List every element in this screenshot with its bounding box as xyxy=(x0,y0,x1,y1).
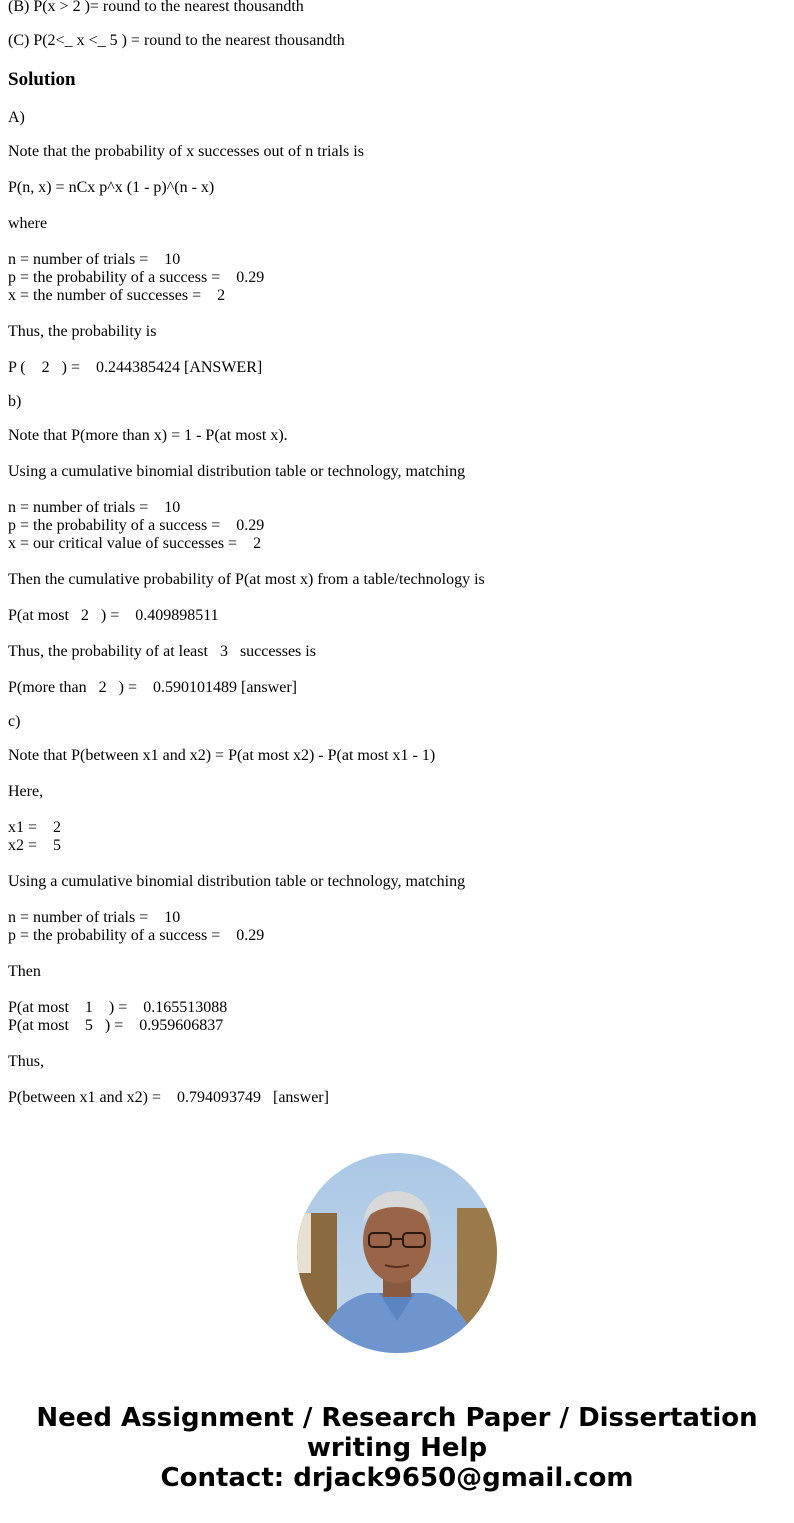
part-b-p: p = the probability of a success = 0.29 xyxy=(8,517,265,534)
part-a-result: P ( 2 ) = 0.244385424 [ANSWER] xyxy=(8,359,263,376)
banner-line-1: Need Assignment / Research Paper / Dissertation xyxy=(36,1403,758,1433)
person-photo-icon xyxy=(297,1153,497,1353)
part-c-atmost1: P(at most 1 ) = 0.165513088 xyxy=(8,999,228,1016)
part-a-label: A) xyxy=(8,109,25,126)
part-c-result: P(between x1 and x2) = 0.794093749 [answer] xyxy=(8,1089,329,1106)
part-b-thus: Thus, the probability of at least 3 successes is xyxy=(8,643,316,660)
part-a-note: Note that the probability of x successes out of n trials is xyxy=(8,143,364,160)
author-avatar xyxy=(297,1153,497,1353)
question-b: (B) P(x > 2 )= round to the nearest thousandth xyxy=(8,0,304,15)
part-c-using: Using a cumulative binomial distribution table or technology, matching xyxy=(8,873,466,890)
part-a-formula: P(n, x) = nCx p^x (1 - p)^(n - x) xyxy=(8,179,215,196)
contact-banner xyxy=(0,1403,794,1493)
part-c-x2: x2 = 5 xyxy=(8,837,62,854)
part-c-note: Note that P(between x1 and x2) = P(at most x2) - P(at most x1 - 1) xyxy=(8,747,436,764)
part-b-label: b) xyxy=(8,393,22,410)
part-c-here: Here, xyxy=(8,783,44,800)
banner-contact-email: Contact: drjack9650@gmail.com xyxy=(160,1463,634,1493)
part-c-thus: Thus, xyxy=(8,1053,44,1070)
part-c-x1: x1 = 2 xyxy=(8,819,62,836)
part-b-then: Then the cumulative probability of P(at most x) from a table/technology is xyxy=(8,571,485,588)
part-c-p: p = the probability of a success = 0.29 xyxy=(8,927,265,944)
part-b-result: P(more than 2 ) = 0.590101489 [answer] xyxy=(8,679,297,696)
solution-heading: Solution xyxy=(8,69,76,90)
part-a-where: where xyxy=(8,215,48,232)
part-b-using: Using a cumulative binomial distribution table or technology, matching xyxy=(8,463,466,480)
part-b-atmost: P(at most 2 ) = 0.409898511 xyxy=(8,607,219,624)
part-c-n: n = number of trials = 10 xyxy=(8,909,181,926)
part-a-thus: Thus, the probability is xyxy=(8,323,157,340)
part-b-n: n = number of trials = 10 xyxy=(8,499,181,516)
part-c-atmost5: P(at most 5 ) = 0.959606837 xyxy=(8,1017,224,1034)
part-c-then: Then xyxy=(8,963,41,980)
part-b-x: x = our critical value of successes = 2 xyxy=(8,535,262,552)
part-c-label: c) xyxy=(8,713,21,730)
part-a-x: x = the number of successes = 2 xyxy=(8,287,226,304)
part-a-p: p = the probability of a success = 0.29 xyxy=(8,269,265,286)
banner-line-2: writing Help xyxy=(306,1433,488,1463)
question-c: (C) P(2<_ x <_ 5 ) = round to the nearest thousandth xyxy=(8,32,345,49)
part-b-note: Note that P(more than x) = 1 - P(at most x). xyxy=(8,427,288,444)
part-a-n: n = number of trials = 10 xyxy=(8,251,181,268)
